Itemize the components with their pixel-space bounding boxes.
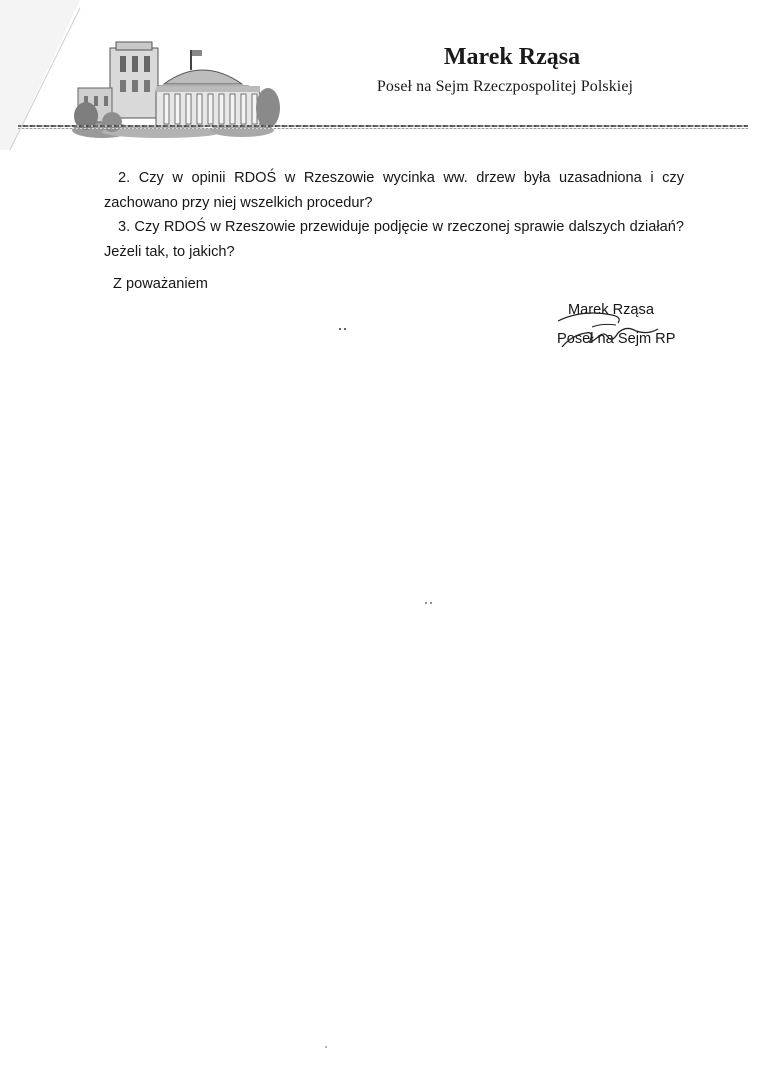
question-paragraph-3: 3. Czy RDOŚ w Rzeszowie przewiduje podjęcie w rzeczonej sprawie dalszych działań? Jeżeli tak, to jakich? [104, 219, 684, 260]
sejm-building-icon [72, 38, 282, 138]
scan-speck-icon [322, 1044, 330, 1050]
signature-name: Marek Rząsa [568, 302, 654, 318]
letterhead-divider [18, 124, 748, 130]
signature-role: Poseł na Sejm RP [557, 331, 676, 347]
scan-speck-icon [424, 600, 434, 606]
question-paragraph-2: 2. Czy w opinii RDOŚ w Rzeszowie wycinka ww. drzew była uzasadniona i czy zachowano przy niej wszelkich procedur? [104, 170, 684, 211]
author-name: Marek Rząsa [443, 44, 581, 70]
letter-body [104, 166, 684, 264]
closing-salutation: Z poważaniem [113, 276, 208, 292]
handwritten-signature-icon [552, 301, 692, 351]
scan-speck-icon [338, 326, 348, 332]
author-title: Poseł na Sejm Rzeczpospolitej Polskiej [376, 78, 634, 95]
